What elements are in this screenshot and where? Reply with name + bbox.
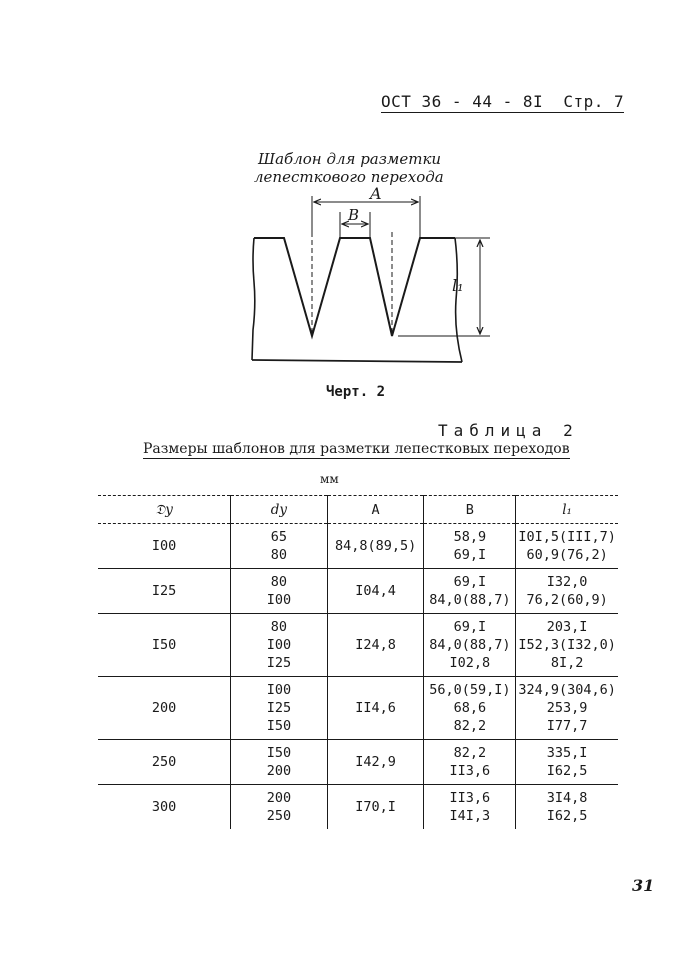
cell-dy-nominal: [98, 524, 231, 569]
cell-value: 300: [151, 799, 177, 815]
dimension-label-b: B: [348, 206, 360, 224]
cell-value: II3,6: [449, 790, 491, 806]
cell-value: 203,I: [546, 619, 588, 635]
table-unit: мм: [320, 472, 339, 486]
cell-b: [424, 569, 516, 614]
cell-value: I0I,5(III,7): [518, 529, 616, 545]
cell-value: 335,I: [546, 745, 588, 761]
cell-value: 82,2: [453, 745, 487, 761]
table-row: [98, 785, 618, 830]
cell-value: 80: [270, 547, 288, 563]
cell-value: I4I,3: [449, 808, 491, 824]
document-reference: ОСТ 36 - 44 - 8I Стр. 7: [381, 92, 625, 111]
cell-value: I62,5: [546, 808, 588, 824]
cell-dy-branch: [231, 740, 328, 785]
cell-value: I00: [151, 538, 177, 554]
table-row: [98, 740, 618, 785]
cell-dy-branch: [231, 569, 328, 614]
cell-value: 80: [270, 619, 288, 635]
table-label: Таблица 2: [438, 421, 579, 440]
header-a: A: [327, 496, 424, 524]
cell-a: [327, 677, 424, 740]
cell-value: I00: [266, 637, 292, 653]
cell-b: [424, 785, 516, 830]
cell-dy-branch: [231, 785, 328, 830]
cell-dy-branch: [231, 677, 328, 740]
cell-value: I52,3(I32,0): [518, 637, 616, 653]
cell-value: 68,6: [453, 700, 487, 716]
drawing-note-line2: лепесткового перехода: [254, 168, 444, 186]
table-row: [98, 677, 618, 740]
cell-l1: [516, 785, 618, 830]
cell-value: I77,7: [546, 718, 588, 734]
header-dy-branch: dy: [231, 496, 328, 524]
cell-value: I25: [151, 583, 177, 599]
cell-b: [424, 677, 516, 740]
cell-value: 76,2(60,9): [526, 592, 608, 608]
header-b: B: [424, 496, 516, 524]
cell-value: 56,0(59,I): [429, 682, 511, 698]
dimension-label-l1: l₁: [452, 276, 464, 295]
cell-dy-branch: [231, 524, 328, 569]
cell-value: I00: [266, 592, 292, 608]
cell-value: 324,9(304,6): [518, 682, 616, 698]
cell-value: I25: [266, 700, 292, 716]
cell-value: 200: [151, 700, 177, 716]
cell-dy-nominal: [98, 785, 231, 830]
cell-l1: [516, 740, 618, 785]
cell-value: 69,I: [453, 619, 487, 635]
table-row: [98, 614, 618, 677]
cell-a: [327, 785, 424, 830]
cell-value: I04,4: [355, 583, 396, 599]
table-title: Размеры шаблонов для разметки лепестковых переходов: [143, 441, 570, 457]
table-header-row: [98, 496, 618, 524]
cell-dy-nominal: [98, 740, 231, 785]
cell-value: I00: [266, 682, 292, 698]
cell-b: [424, 740, 516, 785]
cell-value: I50: [266, 718, 292, 734]
cell-value: I02,8: [449, 655, 491, 671]
cell-value: 84,8(89,5): [334, 538, 417, 554]
template-drawing: [240, 140, 500, 380]
cell-value: I32,0: [546, 574, 588, 590]
cell-l1: [516, 614, 618, 677]
cell-a: [327, 614, 424, 677]
page-number: 31: [632, 876, 655, 895]
cell-value: I62,5: [546, 763, 588, 779]
header-l1: l₁: [516, 496, 618, 524]
cell-value: I25: [266, 655, 292, 671]
cell-value: I50: [266, 745, 292, 761]
cell-value: 82,2: [453, 718, 487, 734]
cell-value: 80: [270, 574, 288, 590]
cell-value: I24,8: [355, 637, 396, 653]
cell-a: [327, 524, 424, 569]
cell-value: I42,9: [355, 754, 396, 770]
dimensions-table: [98, 495, 618, 829]
dimension-label-a: A: [370, 184, 382, 203]
cell-value: 250: [151, 754, 177, 770]
cell-dy-nominal: [98, 677, 231, 740]
cell-l1: [516, 524, 618, 569]
cell-value: I50: [151, 637, 177, 653]
cell-value: 58,9: [453, 529, 487, 545]
cell-value: 200: [266, 763, 292, 779]
cell-dy-branch: [231, 614, 328, 677]
cell-dy-nominal: [98, 614, 231, 677]
cell-value: 69,I: [453, 547, 487, 563]
cell-value: II4,6: [355, 700, 396, 716]
table-row: [98, 524, 618, 569]
cell-value: 8I,2: [550, 655, 584, 671]
cell-value: 69,I: [453, 574, 487, 590]
cell-value: 253,9: [546, 700, 588, 716]
cell-value: 60,9(76,2): [526, 547, 608, 563]
figure-caption: Черт. 2: [326, 384, 386, 400]
cell-dy-nominal: [98, 569, 231, 614]
drawing-lines: [240, 140, 500, 380]
cell-value: II3,6: [449, 763, 491, 779]
cell-l1: [516, 569, 618, 614]
drawing-note-line1: Шаблон для разметки: [258, 150, 442, 168]
cell-value: 84,0(88,7): [429, 637, 511, 653]
table-row: [98, 569, 618, 614]
cell-b: [424, 524, 516, 569]
cell-a: [327, 569, 424, 614]
cell-value: 65: [270, 529, 288, 545]
cell-value: 200: [266, 790, 292, 806]
cell-value: I70,I: [355, 799, 396, 815]
cell-b: [424, 614, 516, 677]
cell-value: 84,0(88,7): [429, 592, 511, 608]
cell-l1: [516, 677, 618, 740]
cell-value: 3I4,8: [546, 790, 588, 806]
cell-value: 250: [266, 808, 292, 824]
cell-a: [327, 740, 424, 785]
header-dy-nominal: 𝔇y: [98, 496, 231, 524]
